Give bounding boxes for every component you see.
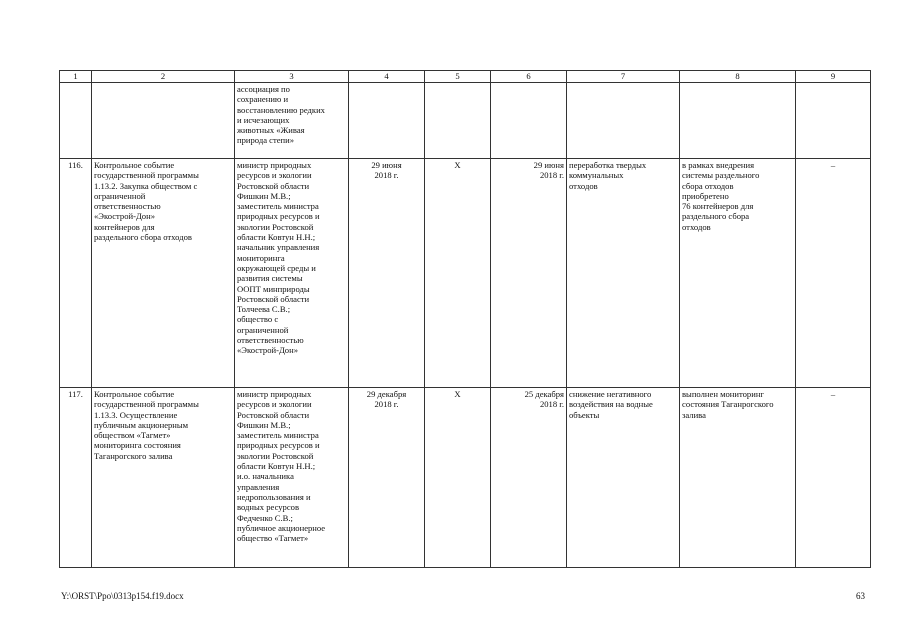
note-cell (680, 83, 796, 159)
footer-file-path: Y:\ORST\Ppo\0313p154.f19.docx (61, 591, 184, 601)
column-number-header: 3 (235, 71, 349, 83)
column-number-header: 2 (92, 71, 235, 83)
row-number-cell: 116. (60, 159, 92, 388)
responsible-cell: ассоциация по сохранению и восстановлению редких и исчезающих животных «Живая природа степи» (235, 83, 349, 159)
table-row (60, 159, 871, 388)
responsible-cell: министр природных ресурсов и экологии Ростовской области Фишкин М.В.; заместитель министра природных ресурсов и экологии Ростовской области Ковтун Н.Н.; и.о. начальника управления недропользования и водных ресурсов Федченко С.В.; публичное акционерное общество «Тагмет» (235, 388, 349, 568)
col9-cell (796, 83, 871, 159)
plan-date-cell: 29 июня 2018 г. (349, 159, 425, 388)
column-number-header: 6 (491, 71, 567, 83)
result-cell: переработка твердых коммунальных отходов (567, 159, 680, 388)
column-number-header: 7 (567, 71, 680, 83)
result-cell (567, 83, 680, 159)
table-row (60, 388, 871, 568)
col9-cell: – (796, 159, 871, 388)
plan-date-cell: 29 декабря 2018 г. (349, 388, 425, 568)
column-number-header: 8 (680, 71, 796, 83)
report-table (59, 70, 871, 568)
fact-date-cell: 25 декабря 2018 г. (491, 388, 567, 568)
fact-date-cell: 29 июня 2018 г. (491, 159, 567, 388)
mark-cell: Х (425, 159, 491, 388)
result-cell: снижение негативного воздействия на водные объекты (567, 388, 680, 568)
column-number-header: 1 (60, 71, 92, 83)
event-cell: Контрольное событие государственной программы 1.13.2. Закупка обществом с ограниченной ответственностью «Экострой-Дон» контейнеров для раздельного сбора отходов (92, 159, 235, 388)
table-header-row (60, 71, 871, 83)
note-cell: в рамках внедрения системы раздельного сбора отходов приобретено 76 контейнеров для раздельного сбора отходов (680, 159, 796, 388)
event-cell (92, 83, 235, 159)
event-cell: Контрольное событие государственной программы 1.13.3. Осуществление публичным акционерным обществом «Тагмет» мониторинга состояния Таганрогского залива (92, 388, 235, 568)
row-number-cell (60, 83, 92, 159)
responsible-cell: министр природных ресурсов и экологии Ростовской области Фишкин М.В.; заместитель министра природных ресурсов и экологии Ростовской области Ковтун Н.Н.; начальник управления мониторинга окружающей среды и развития системы ООПТ минприроды Ростовской области Толчеева С.В.; общество с ограниченной ответственностью «Экострой-Дон» (235, 159, 349, 388)
note-cell: выполнен мониторинг состояния Таганрогского залива (680, 388, 796, 568)
column-number-header: 4 (349, 71, 425, 83)
fact-date-cell (491, 83, 567, 159)
table-row (60, 83, 871, 159)
page-number: 63 (856, 591, 865, 601)
col9-cell: – (796, 388, 871, 568)
mark-cell (425, 83, 491, 159)
plan-date-cell (349, 83, 425, 159)
column-number-header: 9 (796, 71, 871, 83)
column-number-header: 5 (425, 71, 491, 83)
mark-cell: Х (425, 388, 491, 568)
row-number-cell: 117. (60, 388, 92, 568)
